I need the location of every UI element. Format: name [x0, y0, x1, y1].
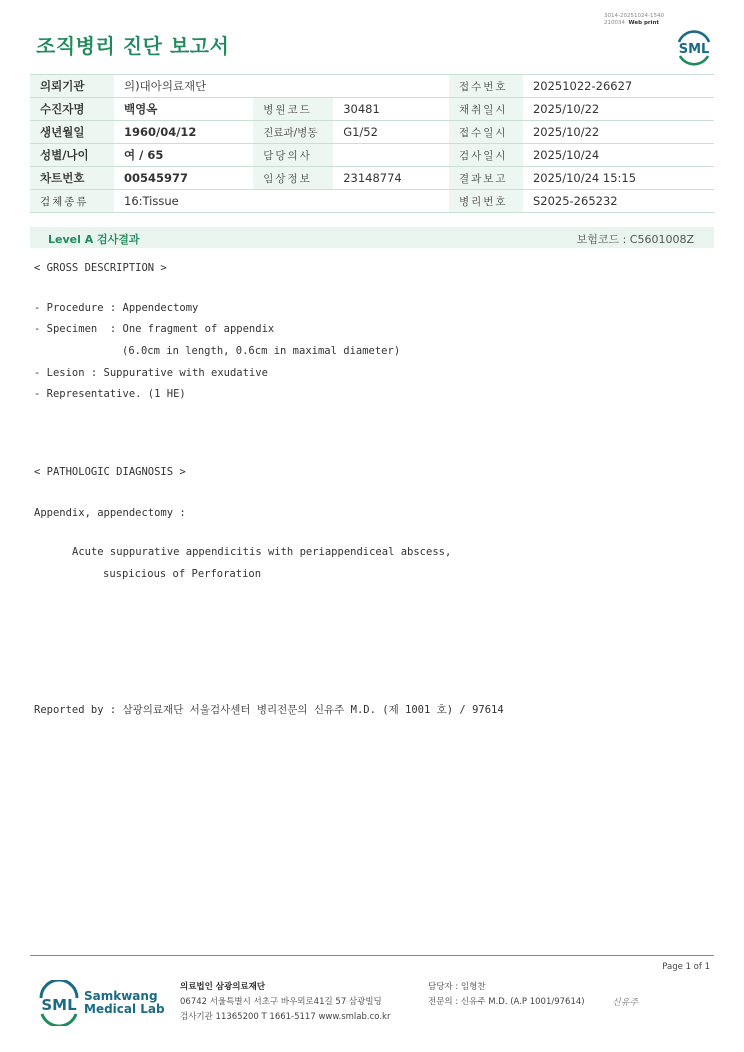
label-hospital-code: 병원코드 [253, 98, 333, 121]
label-patient-name: 수진자명 [30, 98, 114, 121]
label-test-date: 검사일시 [449, 144, 523, 167]
organization-address: 06742 서울특별시 서초구 바우뫼로41길 57 삼광빌딩 [180, 997, 382, 1007]
label-pathology-number: 병리번호 [449, 190, 523, 213]
sml-logo-text: SML [678, 42, 710, 57]
info-row [30, 121, 714, 144]
web-print-label: Web print [628, 20, 660, 26]
label-receipt-number: 접수번호 [449, 75, 523, 98]
sml-footer-logo-icon [36, 980, 82, 1026]
footer-staff-info [428, 980, 585, 1010]
organization-name: 의료법인 삼광의료재단 [180, 982, 266, 992]
value-patient-name: 백영옥 [114, 98, 253, 121]
lesion-line: - Lesion : Suppurative with exudative [34, 367, 268, 379]
value-sex-age: 여 / 65 [114, 144, 253, 167]
doc-code-line1: 3014-20251024-1540 [604, 13, 664, 19]
value-result-report: 2025/10/24 15:15 [523, 167, 714, 190]
organization-contact: 검사기관 11365200 T 1661-5117 www.smlab.co.kr [180, 1012, 391, 1022]
doc-code-line2: 210034 [604, 20, 625, 26]
procedure-line: - Procedure : Appendectomy [34, 302, 199, 314]
value-birth-date: 1960/04/12 [114, 121, 253, 144]
footer-organization-info [180, 980, 390, 1025]
patient-info-table [30, 74, 714, 213]
value-requesting-institution: 의)대아의료재단 [114, 75, 449, 98]
specimen-line: - Specimen : One fragment of appendix [34, 323, 275, 335]
label-specimen-type: 검체종류 [30, 190, 114, 213]
value-collection-date: 2025/10/22 [523, 98, 714, 121]
sml-footer-logo-text: SML [41, 996, 77, 1014]
specialist-info: 전문의 : 신유주 M.D. (A.P 1001/97614) [428, 997, 585, 1007]
reported-by-line: Reported by : 삼광의료재단 서울검사센터 병리전문의 신유주 M.D. (제 1001 호) / 97614 [34, 704, 504, 716]
diagnosis-line-1: Acute suppurative appendicitis with periappendiceal abscess, [72, 546, 452, 558]
value-hospital-code: 30481 [333, 98, 449, 121]
brand-line-1: Samkwang [84, 989, 158, 1003]
brand-line-2: Medical Lab [84, 1002, 165, 1016]
gross-description-header: < GROSS DESCRIPTION > [34, 262, 167, 274]
label-receipt-date: 접수일시 [449, 121, 523, 144]
diagnosis-line-2: suspicious of Perforation [103, 568, 262, 580]
value-receipt-number: 20251022-26627 [523, 75, 714, 98]
label-result-report: 결과보고 [449, 167, 523, 190]
info-row [30, 167, 714, 190]
insurance-code: 보험코드 : C5601008Z [576, 233, 694, 246]
label-collection-date: 채취일시 [449, 98, 523, 121]
specimen-detail-line: (6.0cm in length, 0.6cm in maximal diameter) [122, 345, 401, 357]
value-test-date: 2025/10/24 [523, 144, 714, 167]
page-number: Page 1 of 1 [662, 962, 710, 972]
label-birth-date: 생년월일 [30, 121, 114, 144]
representative-line: - Representative. (1 HE) [34, 388, 186, 400]
document-code [604, 13, 664, 27]
info-row [30, 75, 714, 98]
label-department-ward: 진료과/병동 [253, 121, 333, 144]
info-row [30, 144, 714, 167]
value-receipt-date: 2025/10/22 [523, 121, 714, 144]
value-pathology-number: S2025-265232 [523, 190, 714, 213]
label-chart-number: 차트번호 [30, 167, 114, 190]
signature: 신유주 [612, 998, 639, 1008]
pathologic-diagnosis-header: < PATHOLOGIC DIAGNOSIS > [34, 466, 186, 478]
value-department-ward: G1/52 [333, 121, 449, 144]
result-level-label: Level A 검사결과 [48, 233, 140, 246]
footer-divider [30, 955, 714, 956]
label-requesting-institution: 의뢰기관 [30, 75, 114, 98]
result-level-bar [30, 227, 714, 248]
label-attending-doctor: 담당의사 [253, 144, 333, 167]
staff-in-charge: 담당자 : 임형찬 [428, 982, 486, 992]
value-attending-doctor [333, 144, 449, 167]
page-title: 조직병리 진단 보고서 [36, 34, 230, 58]
value-specimen-type: 16:Tissue [114, 190, 449, 213]
value-chart-number: 00545977 [114, 167, 253, 190]
organ-line: Appendix, appendectomy : [34, 507, 186, 519]
label-clinical-info: 임상정보 [253, 167, 333, 190]
sml-logo-icon [674, 26, 714, 66]
info-row [30, 190, 714, 213]
info-row [30, 98, 714, 121]
value-clinical-info: 23148774 [333, 167, 449, 190]
brand-name [84, 990, 165, 1016]
label-sex-age: 성별/나이 [30, 144, 114, 167]
